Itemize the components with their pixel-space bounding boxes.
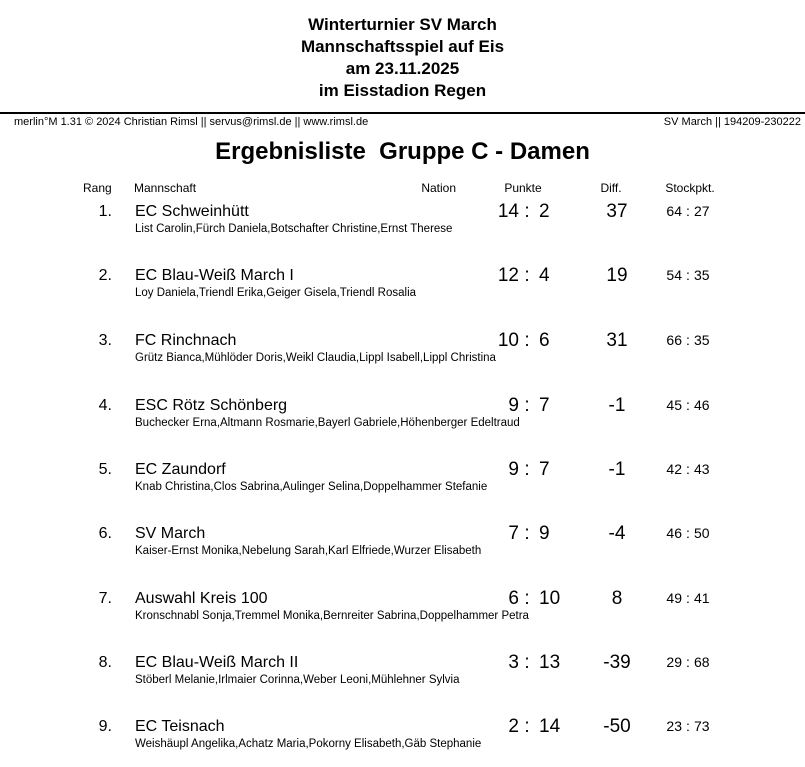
stock-colon: :: [686, 397, 690, 413]
points-colon: :: [524, 716, 530, 737]
stock-for: 29: [666, 654, 682, 670]
tournament-subtitle: Mannschaftsspiel auf Eis: [300, 37, 505, 56]
team-name: EC Schweinhütt: [135, 203, 249, 220]
points-colon: :: [524, 330, 530, 351]
players-list: List Carolin,Fürch Daniela,Botschafter Christine,Ernst Therese: [135, 223, 453, 235]
points-against: 10: [539, 588, 561, 609]
table-row: [0, 396, 805, 436]
team-name: EC Teisnach: [135, 718, 225, 735]
difference: 31: [606, 330, 628, 351]
points-for: 9: [508, 459, 519, 480]
table-row: [0, 202, 805, 242]
stock-colon: :: [686, 203, 690, 219]
stock-against: 35: [694, 332, 710, 348]
stock-colon: :: [686, 267, 690, 283]
rank: 6.: [98, 525, 112, 542]
points-against: 6: [539, 330, 550, 351]
table-row: [0, 717, 805, 757]
stock-for: 66: [666, 332, 682, 348]
points-against: 9: [539, 523, 550, 544]
players-list: Grütz Bianca,Mühlöder Doris,Weikl Claudia,Lippl Isabell,Lippl Christina: [135, 352, 496, 364]
difference: -39: [603, 652, 631, 673]
difference: -4: [608, 523, 626, 544]
points-for: 9: [508, 395, 519, 416]
team-name: EC Zaundorf: [135, 461, 226, 478]
tournament-title: Winterturnier SV March: [308, 15, 497, 34]
stock-colon: :: [686, 461, 690, 477]
players-list: Kronschnabl Sonja,Tremmel Monika,Bernreiter Sabrina,Doppelhammer Petra: [135, 610, 529, 622]
stock-for: 54: [666, 267, 682, 283]
points-for: 2: [508, 716, 519, 737]
column-header-mannschaft: Mannschaft: [134, 181, 197, 195]
team-name: Auswahl Kreis 100: [135, 590, 268, 607]
difference: -1: [608, 395, 626, 416]
column-header-rang: Rang: [83, 181, 112, 195]
table-row: [0, 524, 805, 564]
players-list: Kaiser-Ernst Monika,Nebelung Sarah,Karl Elfriede,Wurzer Elisabeth: [135, 545, 482, 557]
players-list: Buchecker Erna,Altmann Rosmarie,Bayerl Gabriele,Höhenberger Edeltraud: [135, 417, 520, 429]
rank: 2.: [98, 267, 112, 284]
difference: 19: [606, 265, 628, 286]
stock-for: 46: [666, 525, 682, 541]
points-for: 6: [508, 588, 519, 609]
tournament-header: [0, 14, 805, 102]
team-name: FC Rinchnach: [135, 332, 237, 349]
difference: -1: [608, 459, 626, 480]
stock-against: 50: [694, 525, 710, 541]
tournament-date: am 23.11.2025: [345, 59, 460, 78]
document-id: SV March || 194209-230222: [663, 116, 801, 128]
points-colon: :: [524, 652, 530, 673]
points-colon: :: [524, 523, 530, 544]
stock-against: 35: [694, 267, 710, 283]
points-for: 10: [497, 330, 519, 351]
page-title: Ergebnisliste Gruppe C - Damen: [215, 138, 590, 165]
points-colon: :: [524, 265, 530, 286]
stock-against: 41: [694, 590, 710, 606]
points-colon: :: [524, 588, 530, 609]
table-row: [0, 653, 805, 693]
rank: 5.: [98, 461, 112, 478]
team-name: EC Blau-Weiß March II: [135, 654, 299, 671]
points-against: 13: [539, 652, 561, 673]
points-against: 4: [539, 265, 550, 286]
points-colon: :: [524, 459, 530, 480]
points-against: 2: [539, 201, 550, 222]
stock-against: 46: [694, 397, 710, 413]
difference: 37: [606, 201, 628, 222]
tournament-venue: im Eisstadion Regen: [318, 81, 487, 100]
table-row: [0, 460, 805, 500]
points-against: 14: [539, 716, 561, 737]
rank: 9.: [98, 718, 112, 735]
rank: 1.: [98, 203, 112, 220]
points-against: 7: [539, 395, 550, 416]
column-header-punkte: Punkte: [504, 181, 542, 195]
stock-against: 68: [694, 654, 710, 670]
stock-colon: :: [686, 332, 690, 348]
column-header-stockpkt: Stockpkt.: [665, 181, 715, 195]
stock-for: 23: [666, 718, 682, 734]
column-header-diff: Diff.: [600, 181, 622, 195]
stock-colon: :: [686, 590, 690, 606]
stock-for: 49: [666, 590, 682, 606]
stock-colon: :: [686, 654, 690, 670]
points-for: 12: [497, 265, 519, 286]
stock-for: 64: [666, 203, 682, 219]
table-row: [0, 331, 805, 371]
stock-against: 43: [694, 461, 710, 477]
stock-for: 45: [666, 397, 682, 413]
software-credit: merlin°M 1.31 © 2024 Christian Rimsl || servus@rimsl.de || www.rimsl.de: [14, 116, 369, 128]
players-list: Stöberl Melanie,Irlmaier Corinna,Weber Leoni,Mühlehner Sylvia: [135, 674, 460, 686]
team-name: ESC Rötz Schönberg: [135, 397, 288, 414]
stock-colon: :: [686, 525, 690, 541]
points-against: 7: [539, 459, 550, 480]
points-colon: :: [524, 395, 530, 416]
points-for: 14: [497, 201, 519, 222]
rank: 4.: [98, 397, 112, 414]
difference: 8: [611, 588, 623, 609]
divider-line: [0, 112, 805, 114]
table-row: [0, 266, 805, 306]
stock-against: 73: [694, 718, 710, 734]
rank: 7.: [98, 590, 112, 607]
points-colon: :: [524, 201, 530, 222]
stock-against: 27: [694, 203, 710, 219]
players-list: Loy Daniela,Triendl Erika,Geiger Gisela,Triendl Rosalia: [135, 287, 417, 299]
table-row: [0, 589, 805, 629]
rank: 8.: [98, 654, 112, 671]
team-name: SV March: [135, 525, 206, 542]
rank: 3.: [98, 332, 112, 349]
team-name: EC Blau-Weiß March I: [135, 267, 294, 284]
points-for: 3: [508, 652, 519, 673]
stock-colon: :: [686, 718, 690, 734]
points-for: 7: [508, 523, 519, 544]
players-list: Knab Christina,Clos Sabrina,Aulinger Selina,Doppelhammer Stefanie: [135, 481, 488, 493]
difference: -50: [603, 716, 631, 737]
stock-for: 42: [666, 461, 682, 477]
players-list: Weishäupl Angelika,Achatz Maria,Pokorny Elisabeth,Gäb Stephanie: [135, 738, 482, 750]
column-header-nation: Nation: [421, 181, 456, 195]
